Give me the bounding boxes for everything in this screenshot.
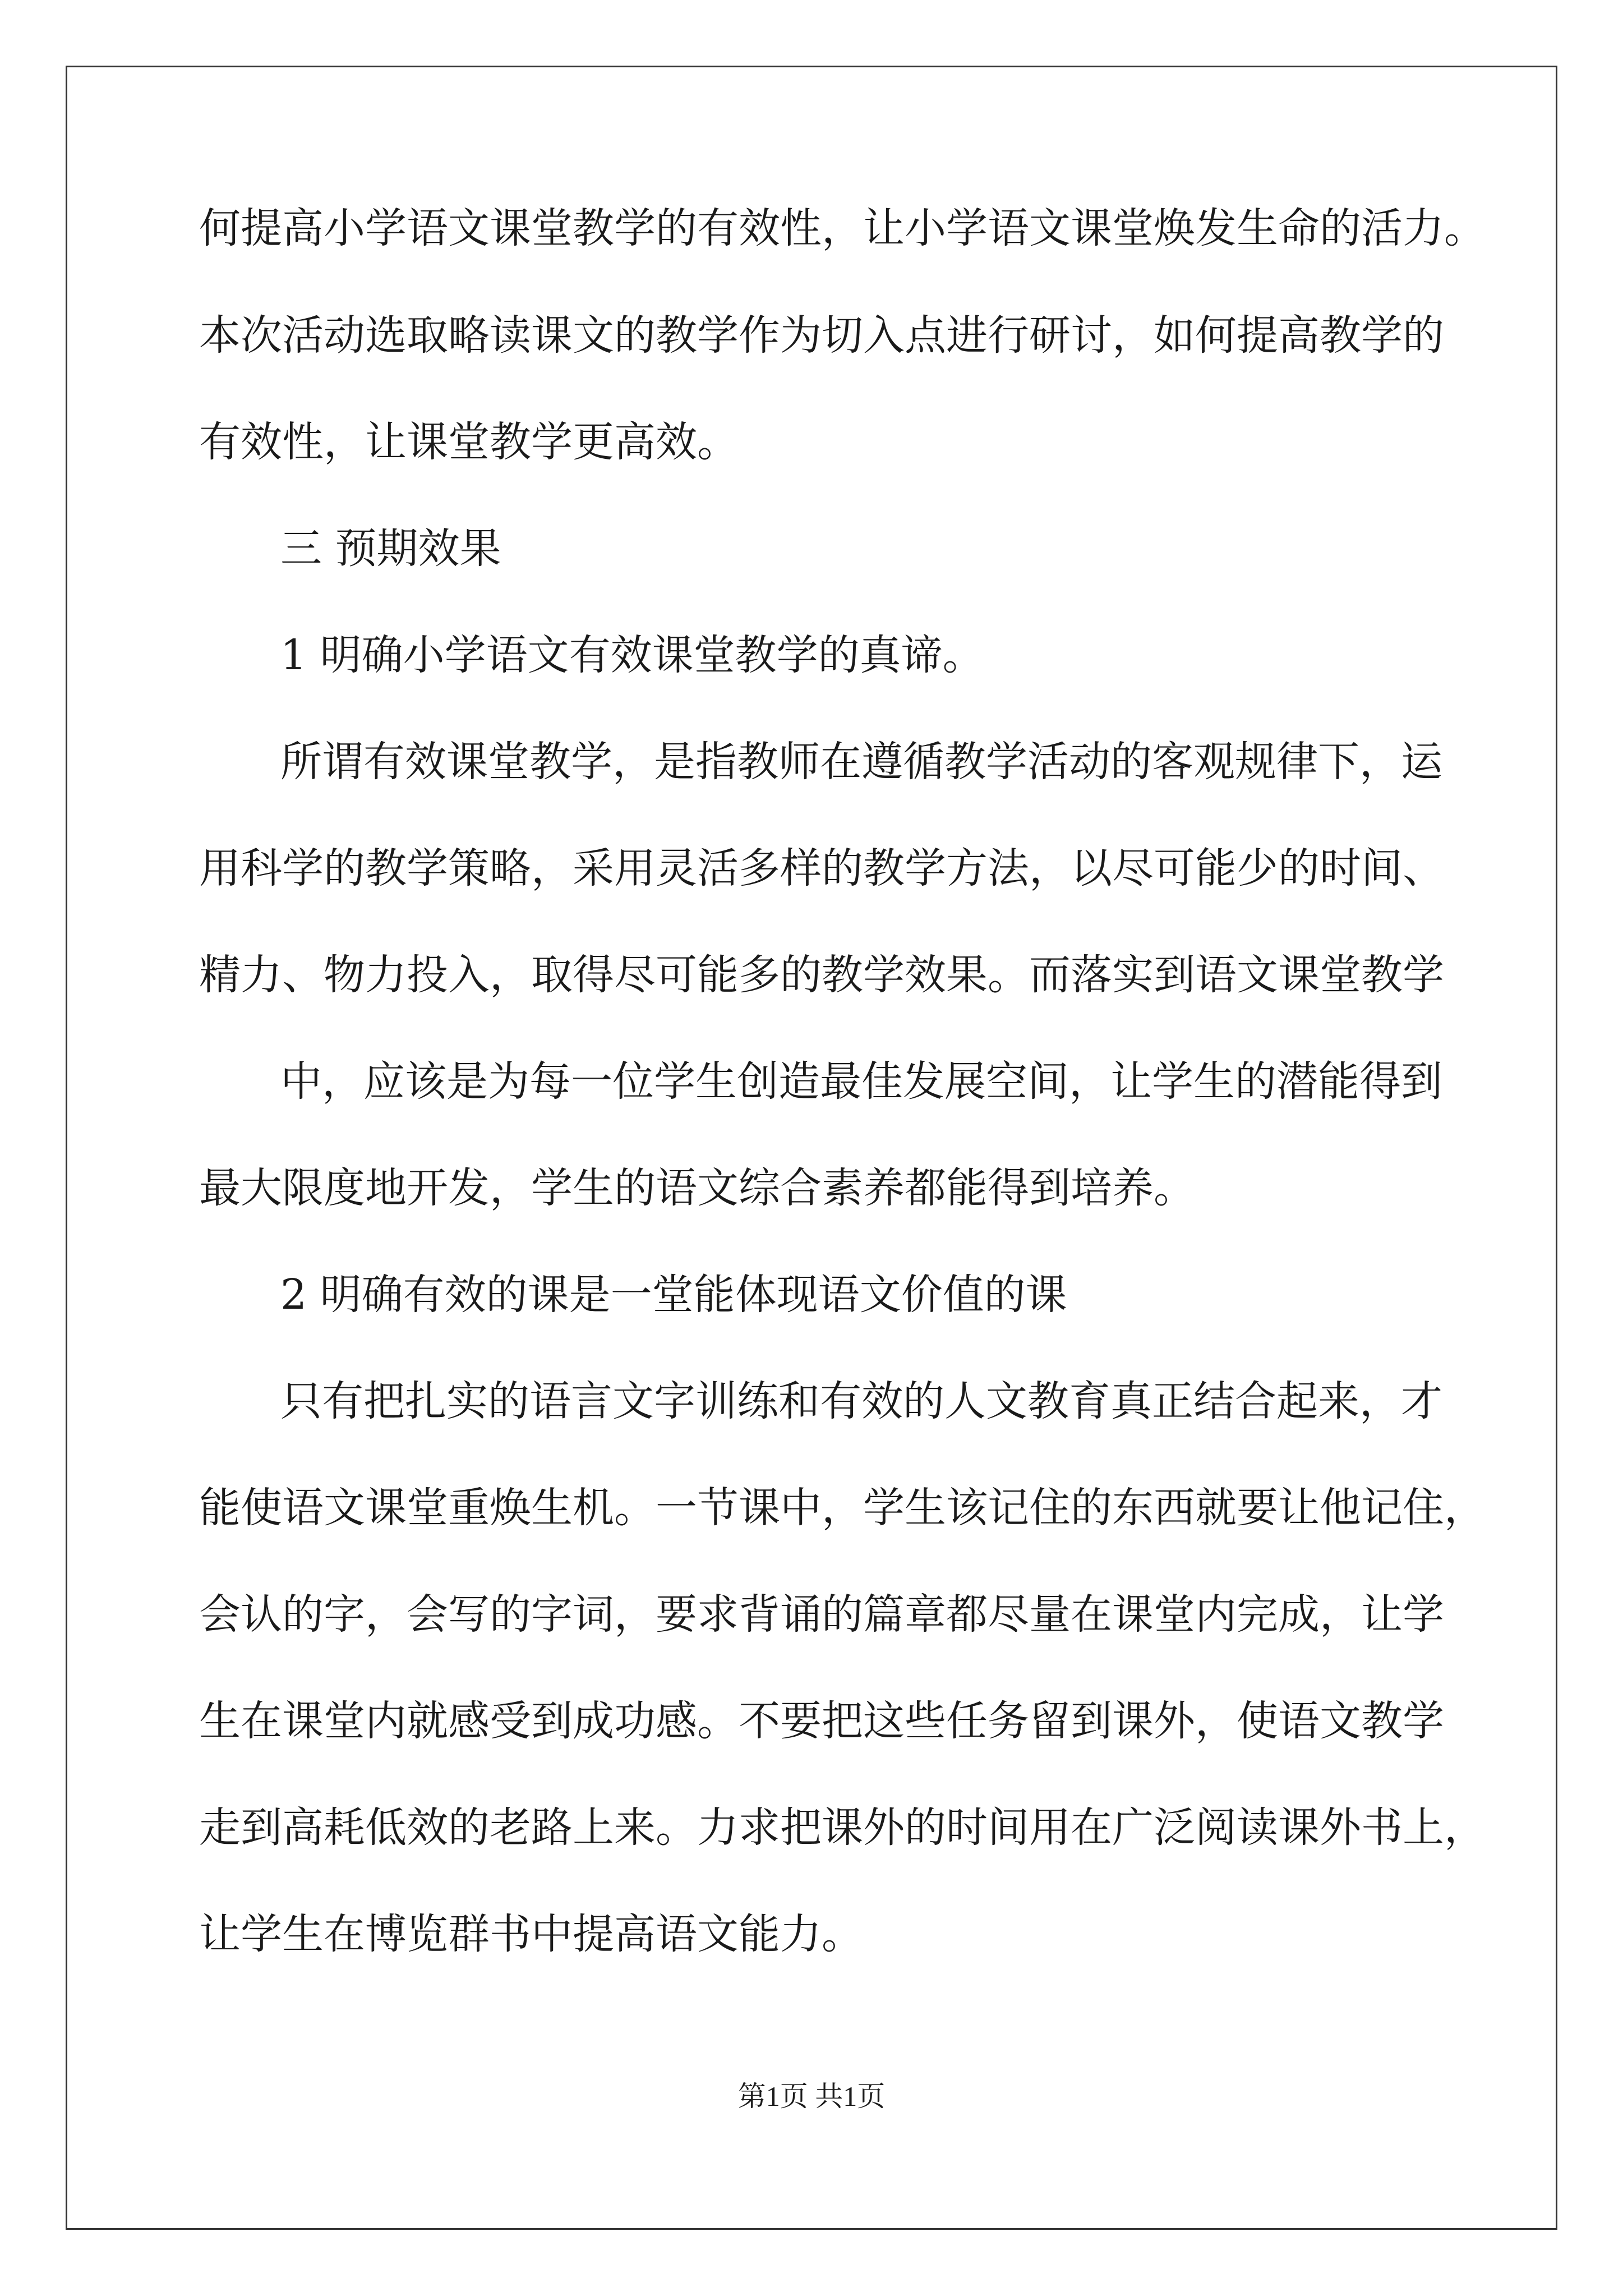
body-line: 中，应该是为每一位学生创造最佳发展空间，让学生的潜能得到 [280,1057,1442,1106]
section-heading: 三 预期效果 [280,524,501,573]
body-line: 走到高耗低效的老路上来。力求把课外的时间用在广泛阅读课外书上， [199,1803,1486,1852]
body-line: 只有把扎实的语言文字训练和有效的人文教育真正结合起来，才 [280,1377,1442,1425]
page-border [66,66,1557,2230]
subsection-heading: 2 明确有效的课是一堂能体现语文价值的课 [280,1271,1067,1319]
body-line: 用科学的教学策略，采用灵活多样的教学方法，以尽可能少的时间、 [199,844,1444,892]
body-line: 生在课堂内就感受到成功感。不要把这些任务留到课外，使语文教学 [199,1697,1444,1745]
body-line: 能使语文课堂重焕生机。一节课中，学生该记住的东西就要让他记住， [199,1484,1486,1532]
body-line: 何提高小学语文课堂教学的有效性，让小学语文课堂焕发生命的活力。 [199,204,1486,252]
subsection-heading: 1 明确小学语文有效课堂教学的真谛。 [280,631,984,679]
body-line: 让学生在博览群书中提高语文能力。 [199,1910,863,1958]
body-line: 所谓有效课堂教学，是指教师在遵循教学活动的客观规律下，运 [280,738,1442,786]
body-line: 有效性，让课堂教学更高效。 [199,418,739,466]
page-number-footer: 第1页 共1页 [737,2081,886,2112]
body-line: 本次活动选取略读课文的教学作为切入点进行研讨，如何提高教学的 [199,311,1444,360]
body-line: 会认的字，会写的字词，要求背诵的篇章都尽量在课堂内完成，让学 [199,1590,1444,1639]
body-line: 精力、物力投入，取得尽可能多的教学效果。而落实到语文课堂教学 [199,951,1444,999]
body-line: 最大限度地开发，学生的语文综合素养都能得到培养。 [199,1164,1195,1212]
